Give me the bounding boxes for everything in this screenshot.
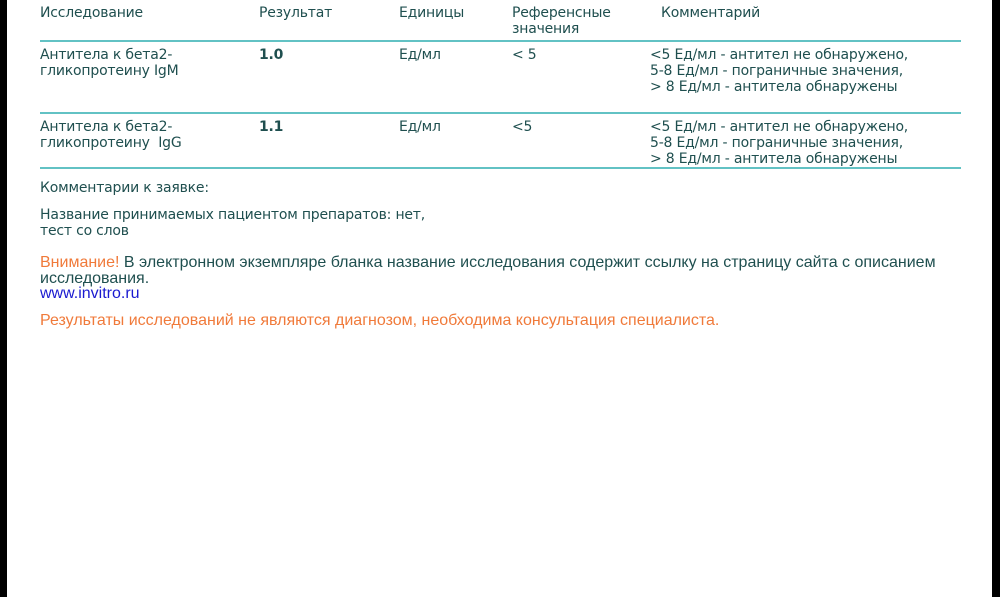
invitro-link[interactable]: www.invitro.ru [40,285,140,302]
row-test-name: Антитела к бета2- гликопротеину IgM [40,47,179,79]
row-units: Ед/мл [399,119,441,135]
lab-results-page [7,0,992,597]
table-divider [40,112,961,114]
row-test-name: Антитела к бета2- гликопротеину IgG [40,119,182,151]
header-units: Единицы [399,5,465,21]
row-units: Ед/мл [399,47,441,63]
header-test: Исследование [40,5,143,21]
row-reference: < 5 [512,47,537,63]
order-comments-title: Комментарии к заявке: [40,180,209,196]
order-comments-text: Название принимаемых пациентом препаратов: нет, тест со слов [40,207,426,239]
notice [40,255,936,287]
table-divider [40,40,961,42]
row-reference: <5 [512,119,533,135]
header-result: Результат [259,5,333,21]
row-result: 1.0 [259,47,284,63]
row-result: 1.1 [259,119,284,135]
header-comment: Комментарий [661,5,761,21]
disclaimer: Результаты исследований не являются диагнозом, необходима консультация специалиста. [40,312,720,329]
notice-label: Внимание! [40,254,120,271]
notice-text: В электронном экземпляре бланка название исследования содержит ссылку на страницу сайта с описанием исследования. [40,254,936,287]
table-divider [40,167,961,169]
row-comment: <5 Ед/мл - антител не обнаружено, 5-8 Ед/мл - пограничные значения, > 8 Ед/мл - антитела обнаружены [650,119,909,167]
header-reference: Референсные значения [512,5,611,37]
row-comment: <5 Ед/мл - антител не обнаружено, 5-8 Ед/мл - пограничные значения, > 8 Ед/мл - антитела обнаружены [650,47,909,95]
